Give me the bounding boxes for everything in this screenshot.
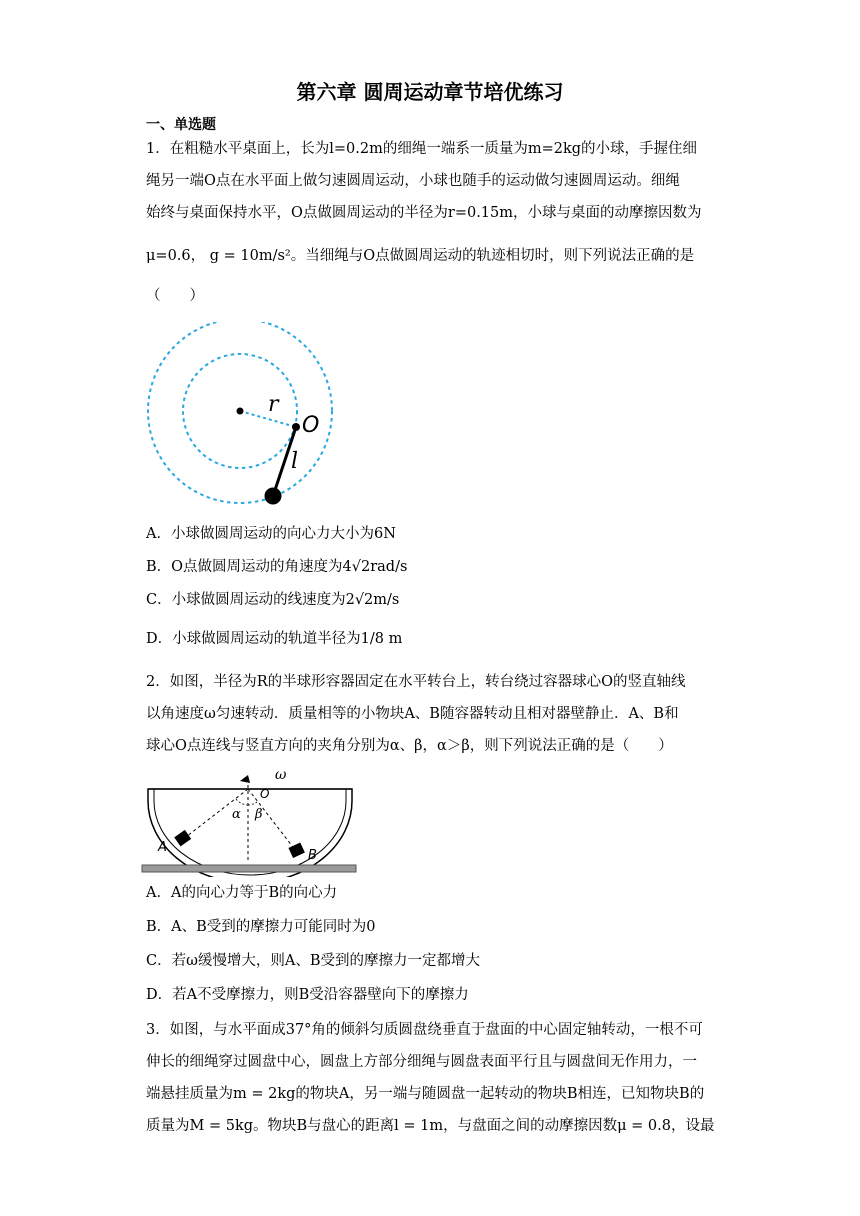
- block-a: [174, 830, 191, 846]
- q1-line-1: 1．在粗糙水平桌面上，长为l=0.2m的细绳一端系一质量为m=2kg的小球，手握住细: [146, 141, 698, 157]
- point-o-dot: [292, 423, 300, 431]
- q2-line-2: 以角速度ω匀速转动．质量相等的小物块A、B随容器转动且相对器壁静止．A、B和: [146, 706, 679, 722]
- q3-line-1: 3．如图，与水平面成37°角的倾斜匀质圆盘绕垂直于盘面的中心固定轴转动，一根不可: [146, 1022, 703, 1038]
- section-heading: 一、单选题: [146, 117, 216, 133]
- q1-line-2: 绳另一端O点在水平面上做匀速圆周运动，小球也随手的运动做匀速圆周运动。细绳: [146, 173, 680, 189]
- q3-line-3: 端悬挂质量为m = 2kg的物块A，另一端与随圆盘一起转动的物块B相连，已知物块B的: [146, 1086, 705, 1102]
- label-l: l: [291, 449, 299, 474]
- label-alpha: α: [232, 807, 241, 822]
- q1-option-d: D．小球做圆周运动的轨道半径为1/8 m: [146, 631, 403, 647]
- q2-line-1: 2．如图，半径为R的半球形容器固定在水平转台上，转台绕过容器球心O的竖直轴线: [146, 674, 686, 690]
- block-b: [288, 843, 304, 858]
- label-o: O: [260, 787, 270, 801]
- q3-line-4: 质量为M = 5kg。物块B与盘心的距离l = 1m，与盘面之间的动摩擦因数μ = 0.8，设最: [146, 1118, 715, 1134]
- q2-line-3: 球心O点连线与竖直方向的夹角分别为α、β，α＞β，则下列说法正确的是（ ）: [146, 738, 673, 754]
- center-dot: [237, 408, 244, 415]
- label-a: A: [158, 840, 167, 855]
- page-title: 第六章 圆周运动章节培优练习: [296, 80, 564, 104]
- q1-figure-circles: [140, 322, 340, 512]
- label-r: r: [268, 392, 279, 417]
- q2-figure-bowl: [140, 765, 360, 877]
- label-b: B: [308, 848, 317, 863]
- q1-line-4: μ=0.6， g = 10m/s²。当细绳与O点做圆周运动的轨迹相切时，则下列说法正确的是: [146, 248, 695, 264]
- q1-line-3: 始终与桌面保持水平，O点做圆周运动的半径为r=0.15m，小球与桌面的动摩擦因数为: [146, 205, 702, 221]
- q1-option-c: C．小球做圆周运动的线速度为2√2m/s: [146, 592, 400, 608]
- label-o: O: [302, 413, 320, 438]
- q2-option-b: B．A、B受到的摩擦力可能同时为0: [146, 919, 376, 935]
- ball: [265, 488, 282, 505]
- q3-line-2: 伸长的细绳穿过圆盘中心，圆盘上方部分细绳与圆盘表面平行且与圆盘间无作用力，一: [146, 1054, 697, 1070]
- q1-option-a: A．小球做圆周运动的向心力大小为6N: [146, 526, 396, 542]
- q1-line-5: （ ）: [146, 288, 204, 304]
- q2-option-d: D．若A不受摩擦力，则B受沿容器壁向下的摩擦力: [146, 987, 469, 1003]
- label-beta: β: [255, 807, 263, 822]
- q2-option-a: A．A的向心力等于B的向心力: [146, 885, 338, 901]
- q2-option-c: C．若ω缓慢增大，则A、B受到的摩擦力一定都增大: [146, 953, 481, 969]
- label-omega: ω: [275, 767, 287, 783]
- q1-option-b: B．O点做圆周运动的角速度为4√2rad/s: [146, 559, 408, 575]
